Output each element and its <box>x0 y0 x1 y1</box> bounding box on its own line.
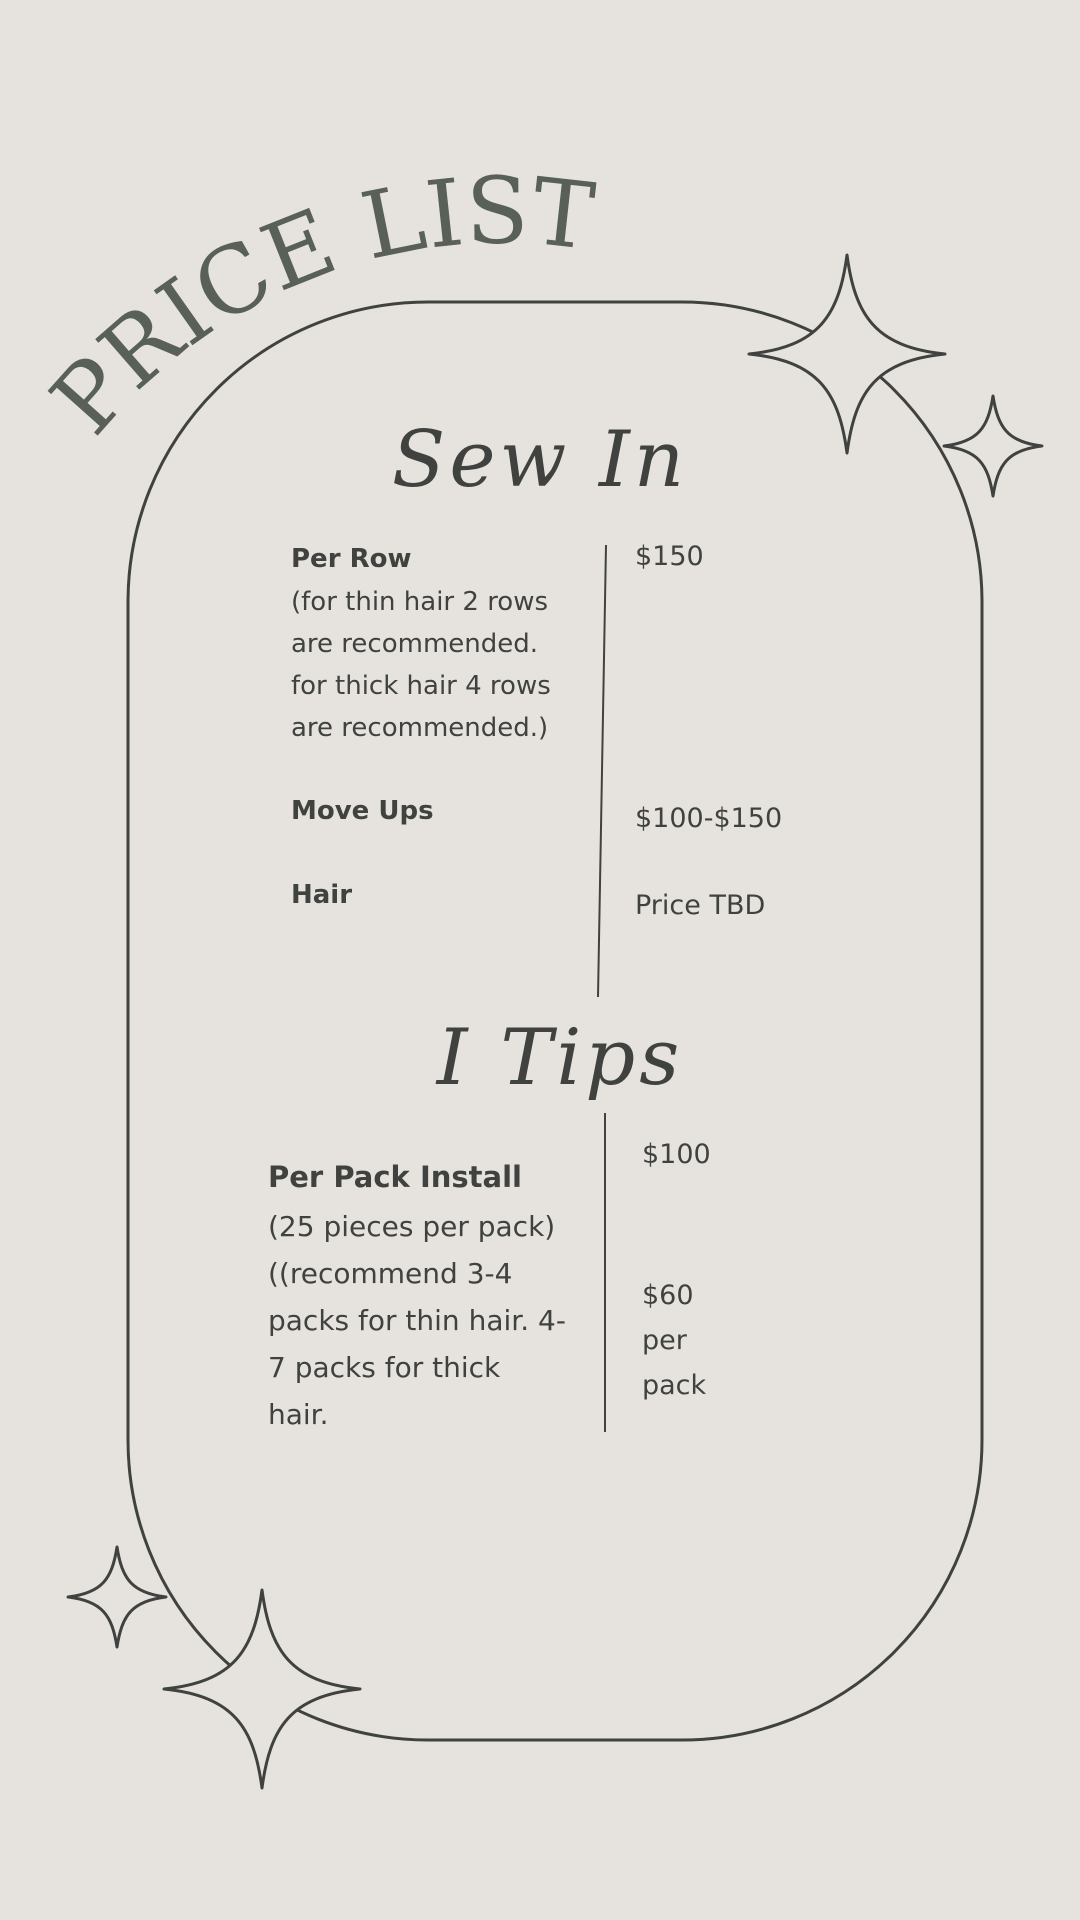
section-heading-sew-in: Sew In <box>391 415 689 505</box>
item-price-hair: Price TBD <box>635 890 766 921</box>
item-description-per-pack: (25 pieces per pack) ((recommend 3-4 packs for thin hair. 4-7 packs for thick hair. <box>268 1210 566 1431</box>
item-label-per-pack: Per Pack Install <box>268 1160 522 1194</box>
column-divider <box>598 545 606 997</box>
sparkle-icon <box>749 255 945 453</box>
section-heading-i-tips: I Tips <box>436 1013 684 1103</box>
item-price-per-pack-each: $60 per pack <box>642 1280 707 1401</box>
item-price-per-row: $150 <box>635 541 704 572</box>
item-description-per-row: (for thin hair 2 rows are recommended. for thick hair 4 rows are recommended.) <box>291 587 551 743</box>
item-price-per-pack: $100 <box>642 1139 711 1170</box>
page-title: PRICE LIST <box>30 157 600 455</box>
sparkle-icon <box>944 396 1042 496</box>
item-price-move-ups: $100-$150 <box>635 803 783 834</box>
sparkle-icon <box>68 1547 166 1647</box>
item-label-move-ups: Move Ups <box>291 796 434 826</box>
item-label-hair: Hair <box>291 880 353 910</box>
sparkle-icon <box>164 1590 360 1788</box>
item-label-per-row: Per Row <box>291 544 412 574</box>
